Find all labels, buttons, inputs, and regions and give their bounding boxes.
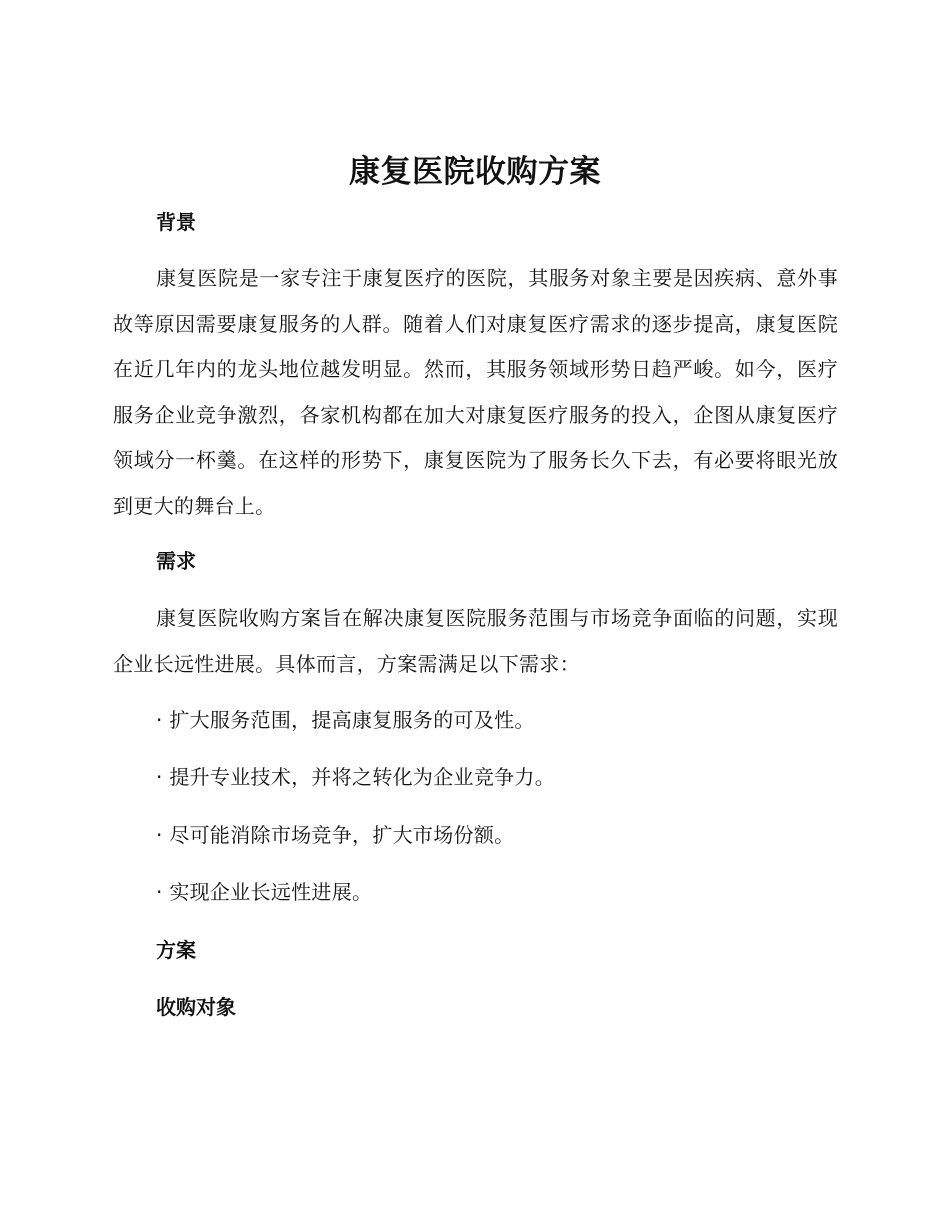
requirement-bullet-item: · 扩大服务范围，提高康复服务的可及性。	[156, 708, 535, 732]
section-heading-requirements: 需求	[156, 549, 196, 573]
requirement-bullet-item: · 尽可能消除市场竞争，扩大市场份额。	[156, 823, 515, 847]
section-heading-acquisition-target: 收购对象	[156, 995, 236, 1019]
section-heading-background: 背景	[156, 210, 196, 234]
requirement-bullet-item: · 提升专业技术，并将之转化为企业竞争力。	[156, 765, 556, 789]
document-title: 康复医院收购方案	[349, 154, 601, 190]
background-paragraph: 康复医院是一家专注于康复医疗的医院，其服务对象主要是因疾病、意外事故等原因需要康复服务的人群。随着人们对康复医疗需求的逐步提高，康复医院在近几年内的龙头地位越发明显。然而，其服务领域形势日趋严峻。如今，医疗服务企业竞争激烈，各家机构都在加大对康复医疗服务的投入，企图从康复医疗领域分一杯羹。在这样的形势下，康复医院为了服务长久下去，有必要将眼光放到更大的舞台上。	[113, 266, 838, 518]
requirement-bullet-item: · 实现企业长远性进展。	[156, 880, 373, 904]
section-heading-plan: 方案	[156, 938, 196, 962]
requirements-paragraph: 康复医院收购方案旨在解决康复医院服务范围与市场竞争面临的问题，实现企业长远性进展。具体而言，方案需满足以下需求：	[113, 606, 838, 676]
